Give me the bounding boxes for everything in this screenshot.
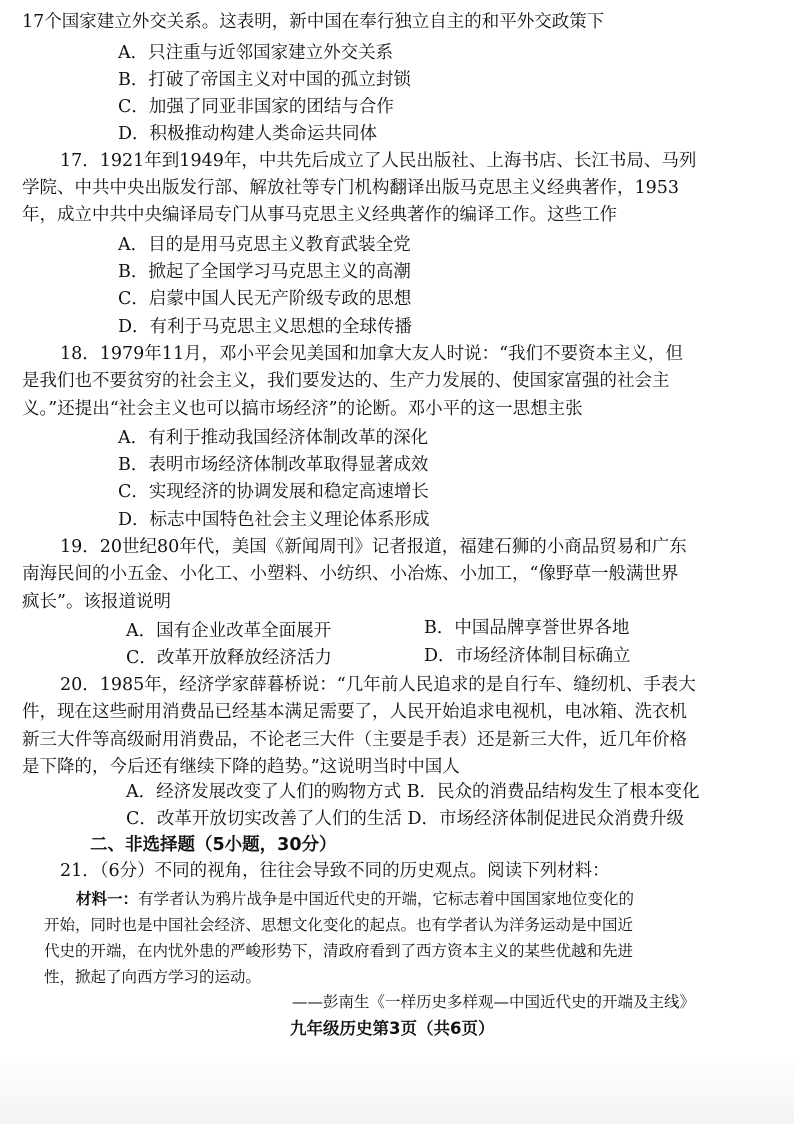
section-heading-nonchoice: 二、非选择题（5小题，30分）: [90, 835, 337, 855]
q17-option-c: C．启蒙中国人民无产阶级专政的思想: [118, 289, 412, 309]
q18-stem-line-3: 义。”还提出“社会主义也可以搞市场经济”的论断。邓小平的这一思想主张: [22, 399, 583, 419]
q17-stem-line-3: 年，成立中共中央编译局专门从事马克思主义经典著作的编译工作。这些工作: [22, 205, 617, 225]
q21-material-line-3: 代史的开端，在内忧外患的严峻形势下，清政府看到了西方资本主义的某些优越和先进: [44, 942, 634, 960]
q21-stem: 21．（6分）不同的视角，往往会导致不同的历史观点。阅读下列材料：: [60, 861, 610, 881]
q17-option-a: A．目的是用马克思主义教育武装全党: [118, 235, 411, 255]
q21-material-line-4: 性，掀起了向西方学习的运动。: [44, 968, 262, 986]
q18-stem-line-2: 是我们也不要贫穷的社会主义，我们要发达的、生产力发展的、使国家富强的社会主: [22, 371, 670, 391]
page-footer: 九年级历史第3页（共6页）: [290, 1019, 495, 1038]
q19-stem-line-3: 疯长”。该报道说明: [22, 592, 171, 612]
q18-option-d: D．标志中国特色社会主义理论体系形成: [118, 510, 430, 530]
q18-option-b: B．表明市场经济体制改革取得显著成效: [118, 455, 429, 475]
q19-option-a: A．国有企业改革全面展开: [126, 621, 332, 641]
q16-option-b: B．打破了帝国主义对中国的孤立封锁: [118, 70, 411, 90]
q16-stem-continuation: 17个国家建立外交关系。这表明，新中国在奉行独立自主的和平外交政策下: [22, 12, 605, 32]
q19-option-c: C．改革开放释放经济活力: [126, 648, 332, 668]
q20-stem-line-2: 件，现在这些耐用消费品已经基本满足需要了，人民开始追求电视机，电冰箱、洗衣机: [22, 702, 687, 722]
q21-material-line-1: [76, 888, 634, 910]
q19-stem-line-2: 南海民间的小五金、小化工、小塑料、小纺织、小冶炼、小加工，“像野草一般满世界: [22, 564, 679, 584]
q20-stem-line-1: 20．1985年，经济学家薛暮桥说：“几年前人民追求的是自行车、缝纫机、手表大: [60, 675, 696, 695]
q17-stem-line-2: 学院、中共中央出版发行部、解放社等专门机构翻译出版马克思主义经典著作，1953: [22, 178, 680, 198]
q17-option-d: D．有利于马克思主义思想的全球传播: [118, 317, 413, 337]
q20-options-ab: A．经济发展改变了人们的购物方式 B．民众的消费品结构发生了根本变化: [126, 782, 700, 802]
q21-source-citation: ——彭南生《一样历史多样观—中国近代史的开端及主线》: [292, 993, 696, 1011]
q19-option-d: D．市场经济体制目标确立: [424, 646, 631, 666]
q19-option-b: B．中国品牌享誉世界各地: [424, 618, 630, 638]
q16-option-d: D．积极推动构建人类命运共同体: [118, 124, 378, 144]
material-text: 有学者认为鸦片战争是中国近代史的开端，它标志着中国国家地位变化的: [138, 890, 635, 908]
q19-stem-line-1: 19．20世纪80年代，美国《新闻周刊》记者报道，福建石狮的小商品贸易和广东: [60, 537, 687, 557]
q20-options-cd: C．改革开放切实改善了人们的生活 D．市场经济体制促进民众消费升级: [126, 809, 684, 829]
q16-option-a: A．只注重与近邻国家建立外交关系: [118, 43, 394, 63]
q16-option-c: C．加强了同亚非国家的团结与合作: [118, 97, 394, 117]
q18-option-c: C．实现经济的协调发展和稳定高速增长: [118, 482, 429, 502]
q18-stem-line-1: 18．1979年11月，邓小平会见美国和加拿大友人时说：“我们不要资本主义，但: [60, 344, 684, 364]
q17-option-b: B．掀起了全国学习马克思主义的高潮: [118, 262, 411, 282]
q17-stem-line-1: 17．1921年到1949年，中共先后成立了人民出版社、上海书店、长江书局、马列: [60, 151, 697, 171]
q18-option-a: A．有利于推动我国经济体制改革的深化: [118, 428, 429, 448]
scan-edge-shading: [0, 1055, 794, 1124]
q21-material-line-2: 开始，同时也是中国社会经济、思想文化变化的起点。也有学者认为洋务运动是中国近: [44, 916, 634, 934]
q20-stem-line-3: 新三大件等高级耐用消费品，不论老三大件（主要是手表）还是新三大件，近几年价格: [22, 730, 687, 750]
q20-stem-line-4: 是下降的，今后还有继续下降的趋势。”这说明当时中国人: [22, 757, 460, 777]
material-label: 材料一：: [76, 890, 139, 908]
